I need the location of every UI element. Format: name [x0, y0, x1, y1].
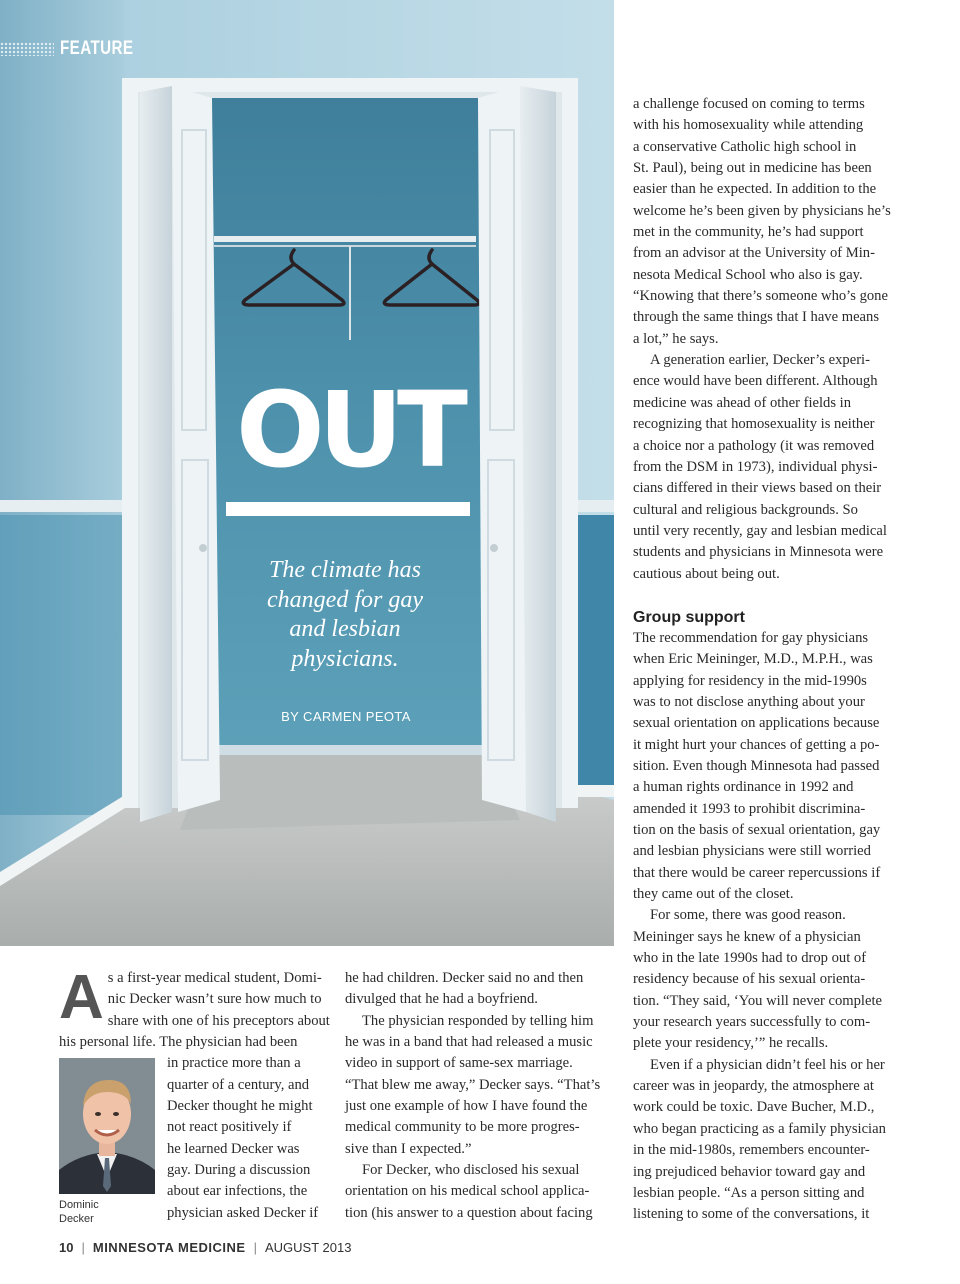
- hero-image: [0, 0, 614, 946]
- text-line: a conservative Catholic high school in: [633, 138, 857, 155]
- text-line: welcome he’s been given by physicians he’s: [633, 202, 891, 219]
- text-line: about ear infections, the: [167, 1183, 308, 1200]
- text-line: quarter of a century, and: [167, 1076, 310, 1093]
- text-line: For Decker, who disclosed his sexual: [362, 1162, 580, 1179]
- text-line: medical community to be more progres-: [345, 1119, 580, 1136]
- text-line: The recommendation for gay physicians: [633, 629, 869, 646]
- text-line: ence would have been different. Although: [633, 373, 878, 390]
- page-footer: [59, 1240, 351, 1255]
- text-line: your research years successfully to com-: [633, 1014, 871, 1031]
- text-line: met in the community, he’s had support: [633, 224, 864, 241]
- text-line: cultural and religious backgrounds. So: [633, 501, 858, 518]
- text-line: orientation on his medical school applica-: [345, 1183, 590, 1200]
- text-line: a challenge focused on coming to terms: [633, 96, 865, 112]
- text-line: who began practicing as a family physician: [633, 1120, 886, 1137]
- text-line: he had children. Decker said no and then: [345, 970, 584, 986]
- text-line: sive than I expected.”: [345, 1140, 472, 1157]
- footer-divider: |: [253, 1240, 257, 1255]
- caption-line: Decker: [59, 1213, 94, 1225]
- photo-caption: [59, 1198, 99, 1226]
- text-line: The physician responded by telling him: [362, 1012, 594, 1029]
- portrait-photo: [59, 1058, 155, 1194]
- text-line: residency because of his sexual orienta-: [633, 971, 866, 988]
- text-line: nesota Medical School who also is gay.: [633, 266, 863, 283]
- text-line: tion (his answer to a question about facing: [345, 1204, 593, 1221]
- text-line: in the mid-1980s, remembers encounter-: [633, 1142, 870, 1159]
- text-line: For some, there was good reason.: [650, 907, 846, 924]
- text-line: his personal life. The physician had been: [59, 1034, 298, 1051]
- text-line: gay. During a discussion: [167, 1162, 311, 1179]
- text-line: applying for residency in the mid-1990s: [633, 672, 867, 689]
- text-line: students and physicians in Minnesota were: [633, 544, 884, 561]
- text-line: St. Paul), being out in medicine has been: [633, 160, 872, 177]
- magazine-name: MINNESOTA MEDICINE: [92, 1240, 246, 1255]
- text-line: listening to some of the conversations, it: [633, 1206, 870, 1223]
- article-title: OUT: [236, 369, 462, 491]
- text-line: he was in a band that had released a music: [345, 1034, 593, 1051]
- text-line: work could be toxic. Dave Bucher, M.D.,: [633, 1099, 875, 1116]
- column-3: [633, 94, 905, 1226]
- text-line: medicine was ahead of other fields in: [633, 394, 852, 411]
- text-line: share with one of his preceptors about: [107, 1012, 330, 1029]
- text-line: tion on the basis of sexual orientation, gay: [633, 822, 881, 838]
- text-line: a human rights ordinance in 1992 and: [633, 779, 854, 796]
- text-line: tion. “They said, ‘You will never complete: [633, 992, 882, 1009]
- text-line: physician asked Decker if: [167, 1204, 319, 1221]
- column-2: [345, 968, 613, 1224]
- title-underline: [226, 502, 470, 516]
- text-line: when Eric Meininger, M.D., M.P.H., was: [633, 651, 873, 668]
- text-line: divulged that he had a boyfriend.: [345, 991, 538, 1008]
- text-line: they came out of the closet.: [633, 886, 794, 903]
- drop-cap: A: [59, 963, 104, 1032]
- text-line: cautious about being out.: [633, 565, 780, 582]
- page-number: 10: [59, 1240, 74, 1255]
- text-line: nic Decker wasn’t sure how much to: [107, 991, 322, 1008]
- text-line: in practice more than a: [167, 1055, 301, 1072]
- section-label: [0, 38, 152, 60]
- byline: BY CARMEN PEOTA: [281, 709, 411, 724]
- text-line: that there would be career repercussions if: [633, 864, 881, 881]
- text-line: “That blew me away,” Decker says. “That’s: [345, 1076, 601, 1093]
- text-line: cians differed in their views based on their: [633, 480, 882, 497]
- text-line: a lot,” he says.: [633, 330, 719, 347]
- text-line: video in support of same-sex marriage.: [345, 1055, 573, 1072]
- text-line: not react positively if: [167, 1119, 292, 1136]
- text-line: Even if a physician didn’t feel his or her: [650, 1056, 885, 1073]
- text-line: plete your residency,’” he recalls.: [633, 1035, 829, 1052]
- text-line: Meininger says he knew of a physician: [633, 928, 861, 945]
- text-line: easier than he expected. In addition to the: [633, 181, 877, 198]
- article-deck: The climate has changed for gay and lesbian physicians.: [267, 557, 423, 672]
- text-line: lesbian people. “As a person sitting and: [633, 1184, 865, 1201]
- text-line: through the same things that I have means: [633, 309, 880, 326]
- text-line: it might hurt your chances of getting a po-: [633, 736, 880, 753]
- dot-pattern-icon: [0, 42, 54, 56]
- text-line: career was in jeopardy, the atmosphere at: [633, 1078, 874, 1095]
- text-line: A generation earlier, Decker’s experi-: [650, 352, 870, 369]
- text-line: he learned Decker was: [167, 1140, 300, 1157]
- text-line: who in the late 1990s had to drop out of: [633, 950, 867, 967]
- subheading: Group support: [633, 608, 745, 626]
- text-line: sexual orientation on applications because: [633, 715, 880, 732]
- text-line: ing prejudiced behavior toward gay and: [633, 1163, 866, 1180]
- text-line: sition. Even though Minnesota had passed: [633, 757, 880, 774]
- caption-line: Dominic: [59, 1199, 99, 1211]
- text-line: “Knowing that there’s someone who’s gone: [633, 288, 888, 305]
- text-line: with his homosexuality while attending: [633, 117, 864, 134]
- text-line: s a first-year medical student, Domi-: [107, 970, 322, 986]
- footer-divider: |: [81, 1240, 85, 1255]
- text-line: from the DSM in 1973), individual physi-: [633, 458, 878, 475]
- text-line: recognizing that homosexuality is neither: [633, 416, 875, 433]
- text-line: until very recently, gay and lesbian medical: [633, 522, 887, 539]
- section-label-text: FEATURE: [60, 38, 134, 59]
- text-line: amended it 1993 to prohibit discrimina-: [633, 800, 866, 817]
- text-line: just one example of how I have found the: [345, 1098, 588, 1115]
- text-line: and lesbian physicians were still worried: [633, 843, 871, 860]
- text-line: a choice nor a pathology (it was removed: [633, 437, 875, 454]
- text-line: from an advisor at the University of Min-: [633, 245, 875, 262]
- text-line: Decker thought he might: [167, 1098, 313, 1115]
- issue-date: AUGUST 2013: [264, 1240, 352, 1255]
- text-line: was to not disclose anything about your: [633, 693, 865, 710]
